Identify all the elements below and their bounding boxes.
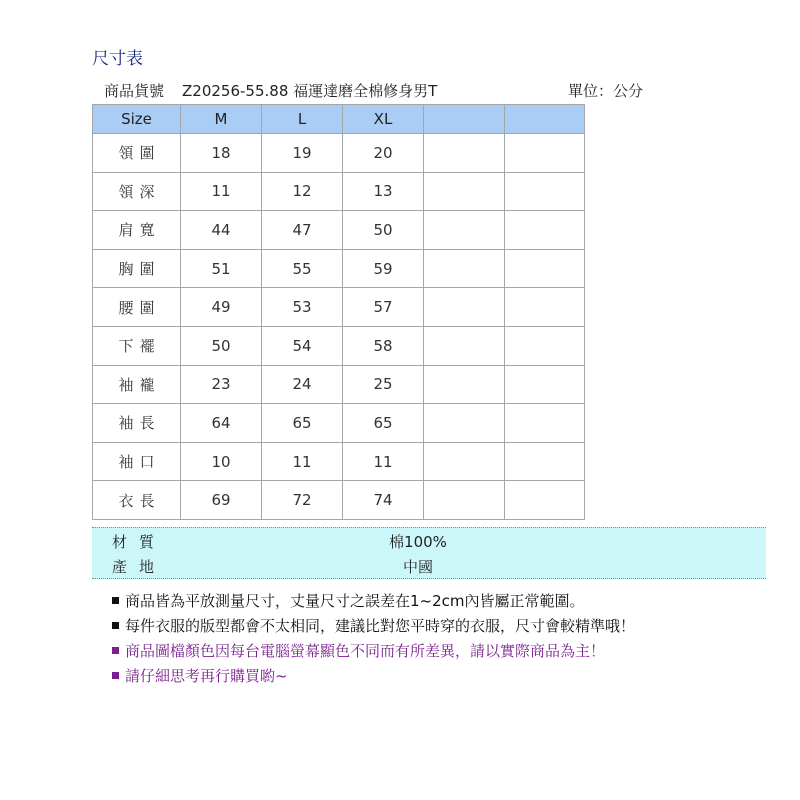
note-text: 商品皆為平放測量尺寸，丈量尺寸之誤差在1~2cm內皆屬正常範圍。 <box>125 592 585 610</box>
table-row <box>93 404 585 443</box>
table-cell: 49 <box>181 288 262 327</box>
table-cell: 25 <box>343 365 424 404</box>
note-item <box>112 663 635 688</box>
product-code-label: 商品貨號 <box>104 82 165 100</box>
square-bullet-icon <box>112 647 119 654</box>
note-item <box>112 613 635 638</box>
table-row <box>93 365 585 404</box>
table-cell <box>424 326 505 365</box>
table-cell: 20 <box>343 134 424 173</box>
table-cell <box>424 249 505 288</box>
table-cell <box>505 134 585 173</box>
row-label: 袖襱 <box>93 365 181 404</box>
table-cell <box>505 404 585 443</box>
table-cell <box>505 288 585 327</box>
table-cell: 23 <box>181 365 262 404</box>
square-bullet-icon <box>112 672 119 679</box>
notes-list <box>112 588 635 688</box>
row-label: 下襬 <box>93 326 181 365</box>
table-row <box>93 249 585 288</box>
table-cell: 47 <box>262 211 343 250</box>
table-row <box>93 326 585 365</box>
row-label: 袖長 <box>93 404 181 443</box>
table-cell: 65 <box>343 404 424 443</box>
row-label: 衣長 <box>93 481 181 520</box>
origin-label: 產地 <box>112 558 167 576</box>
table-cell: 24 <box>262 365 343 404</box>
table-cell: 58 <box>343 326 424 365</box>
table-cell <box>505 481 585 520</box>
table-cell: 53 <box>262 288 343 327</box>
table-cell <box>424 172 505 211</box>
table-cell: 59 <box>343 249 424 288</box>
table-cell <box>505 249 585 288</box>
material-block <box>92 527 766 579</box>
table-cell: 74 <box>343 481 424 520</box>
material-label: 材質 <box>112 533 167 551</box>
table-cell: 13 <box>343 172 424 211</box>
table-cell: 65 <box>262 404 343 443</box>
table-cell: 44 <box>181 211 262 250</box>
material-row <box>92 528 766 553</box>
table-row <box>93 172 585 211</box>
header-m: M <box>181 105 262 134</box>
table-cell: 51 <box>181 249 262 288</box>
table-cell: 55 <box>262 249 343 288</box>
table-cell: 11 <box>181 172 262 211</box>
table-cell: 12 <box>262 172 343 211</box>
square-bullet-icon <box>112 622 119 629</box>
size-header-row <box>93 105 585 134</box>
table-cell: 69 <box>181 481 262 520</box>
table-row <box>93 134 585 173</box>
table-cell: 10 <box>181 442 262 481</box>
note-item <box>112 638 635 663</box>
row-label: 腰圍 <box>93 288 181 327</box>
row-label: 領深 <box>93 172 181 211</box>
table-cell: 11 <box>262 442 343 481</box>
row-label: 胸圍 <box>93 249 181 288</box>
size-table <box>92 104 585 520</box>
table-cell <box>424 288 505 327</box>
table-cell: 50 <box>181 326 262 365</box>
header-empty-1 <box>424 105 505 134</box>
table-row <box>93 288 585 327</box>
table-cell <box>505 211 585 250</box>
table-cell <box>505 365 585 404</box>
table-cell: 11 <box>343 442 424 481</box>
square-bullet-icon <box>112 597 119 604</box>
note-item <box>112 588 635 613</box>
table-cell <box>505 326 585 365</box>
row-label: 袖口 <box>93 442 181 481</box>
table-cell <box>505 442 585 481</box>
header-empty-2 <box>505 105 585 134</box>
table-cell <box>505 172 585 211</box>
table-cell <box>424 442 505 481</box>
header-xl: XL <box>343 105 424 134</box>
product-info <box>104 80 437 101</box>
product-code: Z20256-55.88 福運達磨全棉修身男T <box>182 82 438 100</box>
row-label: 肩寬 <box>93 211 181 250</box>
table-cell <box>424 365 505 404</box>
row-label: 領圍 <box>93 134 181 173</box>
table-cell: 57 <box>343 288 424 327</box>
origin-value: 中國 <box>402 558 433 576</box>
table-cell: 18 <box>181 134 262 173</box>
note-text: 每件衣服的版型都會不太相同，建議比對您平時穿的衣服，尺寸會較精準哦！ <box>125 617 636 635</box>
header-size: Size <box>93 105 181 134</box>
table-cell: 50 <box>343 211 424 250</box>
table-cell: 19 <box>262 134 343 173</box>
note-text: 請仔細思考再行購買喲~ <box>125 667 288 685</box>
table-cell: 64 <box>181 404 262 443</box>
origin-row <box>92 553 766 578</box>
table-row <box>93 481 585 520</box>
table-cell <box>424 404 505 443</box>
header-l: L <box>262 105 343 134</box>
page-title: 尺寸表 <box>92 49 143 69</box>
note-text: 商品圖檔顏色因每台電腦螢幕顯色不同而有所差異，請以實際商品為主！ <box>125 642 606 660</box>
table-cell <box>424 134 505 173</box>
unit-label: 單位：公分 <box>568 82 644 100</box>
table-cell <box>424 211 505 250</box>
table-cell: 72 <box>262 481 343 520</box>
table-cell <box>424 481 505 520</box>
table-row <box>93 211 585 250</box>
table-row <box>93 442 585 481</box>
table-cell: 54 <box>262 326 343 365</box>
material-value: 棉100% <box>389 533 447 551</box>
